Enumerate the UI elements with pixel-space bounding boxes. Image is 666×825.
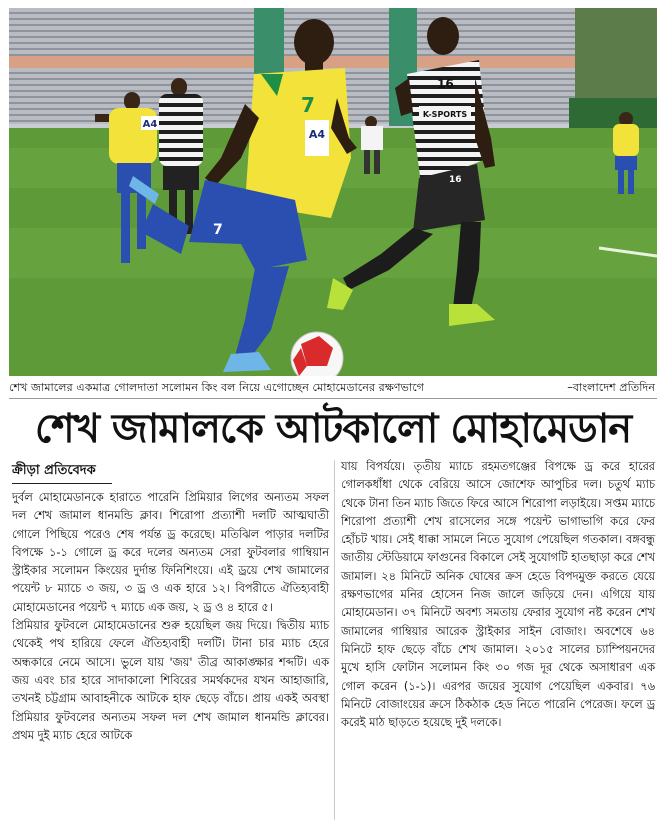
article-column-left [12, 489, 329, 745]
paragraph: প্রিমিয়ার ফুটবলে মোহামেডানের শুরু হয়েছিল জয় দিয়ে। দ্বিতীয় ম্যাচ থেকেই পথ হারিয়ে ফেলে ঐতিহ্যবাহী দলটি। টানা চার ম্যাচ হেরে অন্ধকারে নেমে আসে। ভুলে যায় 'জয়' তীব্র আকাঙ্ক্ষার শব্দটি। এক জয় এবং চার হারে সাদাকালো শিবিরের সমর্থকদের যখন আহাজারি, তখনই চট্টগ্রাম আবাহনীকে আটকে হাফ ছেড়ে বাঁচে। প্রায় একই অবস্থা প্রিমিয়ার ফুটবলের অন্যতম সফল দল শেখ জামাল ধানমন্ডি ক্লাবের। প্রথম দুই ম্যাচ হেরে আটকে [12, 619, 329, 742]
byline: ক্রীড়া প্রতিবেদক [12, 463, 96, 478]
svg-text:7: 7 [301, 93, 315, 117]
match-photo [9, 8, 657, 376]
headline: শেখ জামালকে আটকালো মোহামেডান [34, 406, 632, 452]
svg-text:K-SPORTS: K-SPORTS [422, 110, 468, 119]
photo-caption [9, 378, 657, 399]
article-column-right [341, 458, 655, 732]
column-divider [334, 460, 335, 820]
paragraph: দুর্বল মোহামেডানকে হারাতে পারেনি প্রিমিয়ার লিগের অন্যতম সফল দল শেখ জামাল ধানমন্ডি ক্লাব। শিরোপা প্রত্যাশী দলটি আত্মঘাতী গোলে পিছিয়ে পরেও শেষ পর্যন্ত ড্র করেছে। মতিঝিল পাড়ার দলটির বিপক্ষে ১-১ গোলে ড্র করে দলের অন্যতম সেরা ফুটবলার গাম্বিয়ান স্ট্রাইকার সলোমন কিংয়ের দুর্দান্ত ফিনিশিংয়ে। এই ড্রয়ে শেখ জামালের পয়েন্ট ৮ ম্যাচে ৩ জয়, ৩ ড্র ও এক হারে ১২। বিপরীতে ঐতিহ্যবাহী মোহামেডানের পয়েন্ট ৭ ম্যাচে এক জয়, ২ ড্র ও ৪ হারে ৫। [12, 491, 329, 614]
svg-text:A4: A4 [142, 119, 158, 130]
svg-text:A4: A4 [308, 128, 326, 141]
byline-underline [12, 483, 112, 484]
caption-text: শেখ জামালের একমাত্র গোলদাতা সলোমন কিং বল নিয়ে এগোচ্ছেন মোহামেডানের রক্ষণভাগে [9, 381, 425, 394]
photo-credit: –বাংলাদেশ প্রতিদিন [567, 381, 655, 394]
svg-text:16: 16 [449, 175, 462, 185]
svg-text:7: 7 [213, 222, 223, 238]
paragraph: যায় বিপর্যয়ে। তৃতীয় ম্যাচে রহমতগঞ্জের বিপক্ষে ড্র করে হারের গোলকধাঁধা থেকে বেরিয়ে আসে জোশেফ আপুচির দল। চতুর্থ ম্যাচ থেকে টানা তিন ম্যাচ জিতে ফিরে আসে শিরোপা লড়াইয়ে। সপ্তম ম্যাচে শিরোপা প্রত্যাশী শেখ রাসেলের সঙ্গে পয়েন্ট ভাগাভাগি করে ফের হোঁচট খায়। সেই ধাক্কা সামলে নিতে সুযোগ পেয়েছিল গতকাল। বঙ্গবন্ধু জাতীয় স্টেডিয়ামে ফাগুনের বিকালে সেই সুযোগটি হাতছাড়া করে শেখ জামাল। ২৪ মিনিটে অনিক ঘোষের ক্রস হেডে বিপদমুক্ত করতে যেয়ে রক্ষণভাগের মনির হোসেন নিজ জালে জড়িয়ে দেন। এগিয়ে যায় মোহামেডান। ৩৭ মিনিটে অবশ্য সমতায় ফেরার সুযোগ নষ্ট করেন শেখ জামালের গাম্বিয়ার আরেক স্ট্রাইকার সাইন বোজাং। অবশেষে ৬৪ মিনিটে হাফ ছেড়ে বাঁচে শেখ জামাল। ২০১৫ সালের চ্যাম্পিয়নদের মুখে হাসি ফোটান সলোমন কিং ৩০ গজ দূর থেকে অসাধারণ এক গোল করেন (১-১)। এরপর জয়ের সুযোগ পেয়েছিল একবার। ৭৬ মিনিটে বোজাংয়ের ক্রসে ঠিকঠাক হেড নিতে পারেনি পেরেজ। ফলে ড্র করেই মাঠ ছাড়তে হয়েছে দুই দলকে। [341, 460, 655, 730]
svg-text:16: 16 [437, 77, 454, 91]
football-scene [9, 8, 657, 376]
